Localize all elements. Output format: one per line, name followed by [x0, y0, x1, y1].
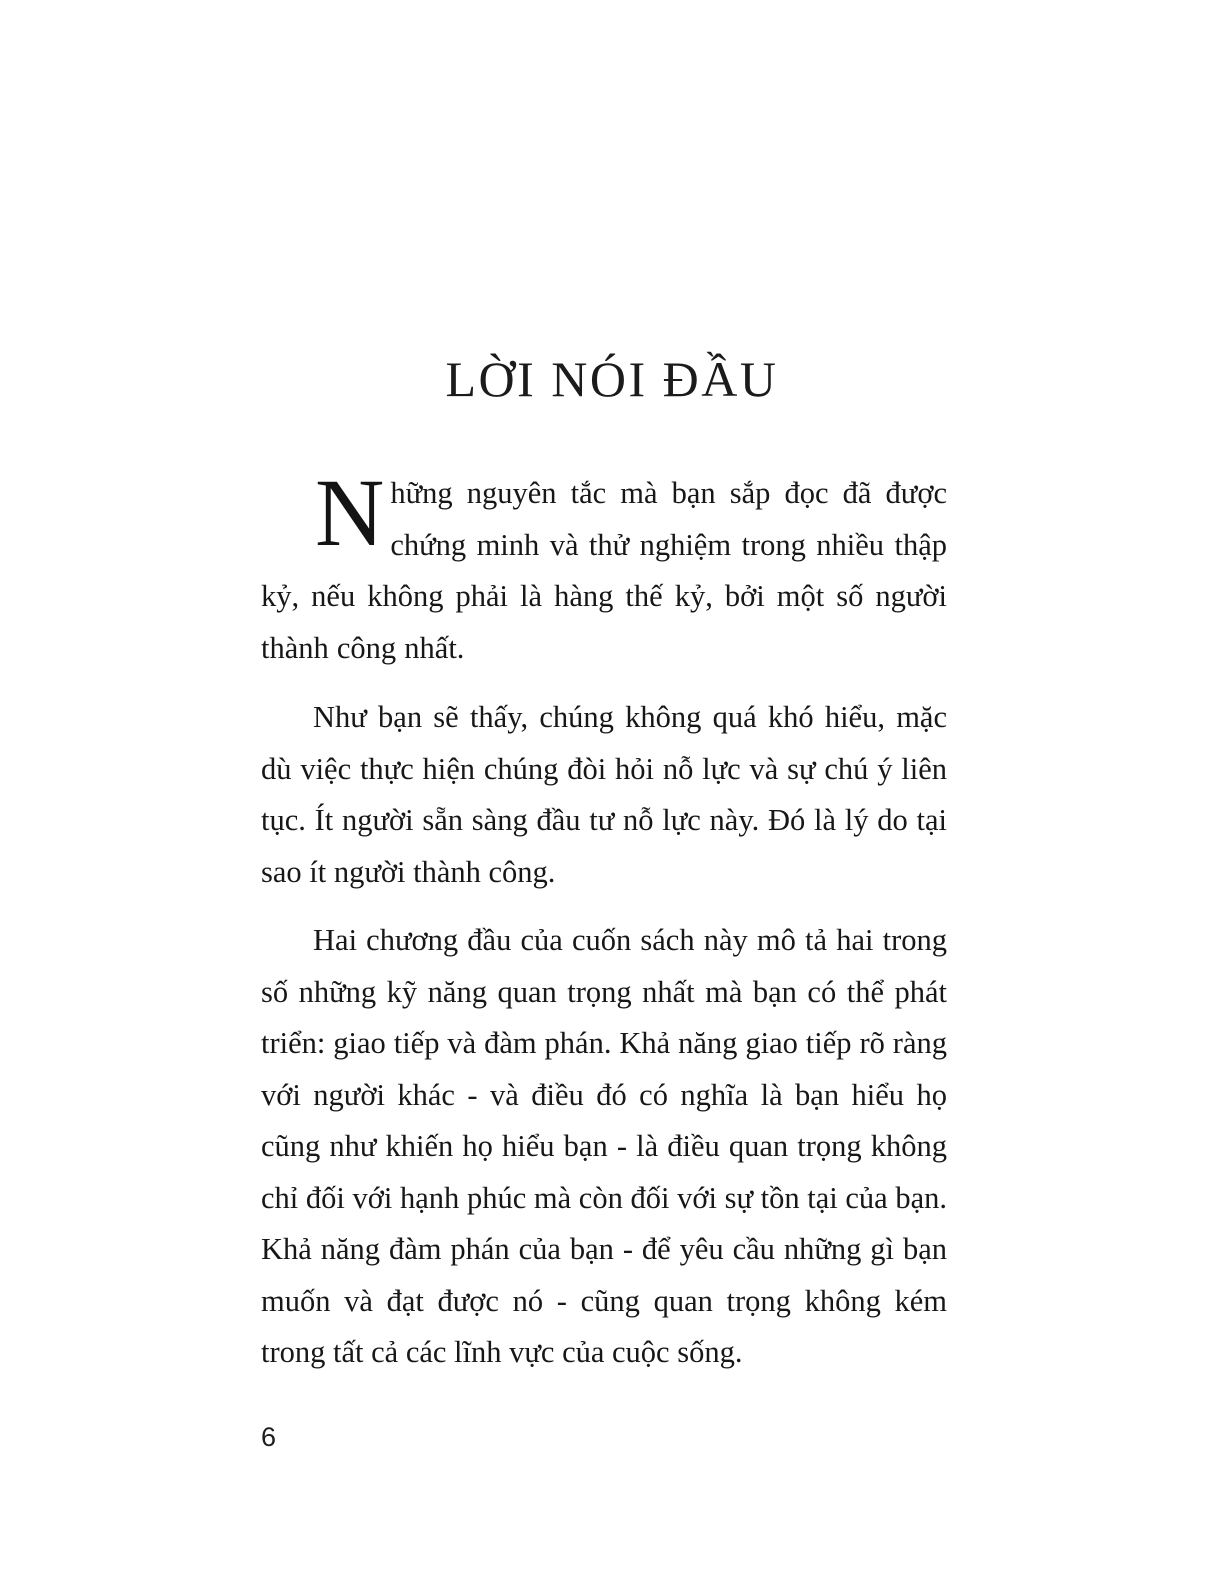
paragraph-1-text: hững nguyên tắc mà bạn sắp đọc đã được chứng minh và thử nghiệm trong nhiều thập kỷ, nếu không phải là hàng thế kỷ, bởi một số người thành công nhất.	[261, 476, 947, 665]
page-title: LỜI NÓI ĐẦU	[445, 350, 779, 407]
paragraph-3: Hai chương đầu của cuốn sách này mô tả hai trong số những kỹ năng quan trọng nhất mà bạn có thể phát triển: giao tiếp và đàm phán. Khả năng giao tiếp rõ ràng với người khác - và điều đó có nghĩa là bạn hiểu họ cũng như khiến họ hiểu bạn - là điều quan trọng không chỉ đối với hạnh phúc mà còn đối với sự tồn tại của bạn. Khả năng đàm phán của bạn - để yêu cầu những gì bạn muốn và đạt được nó - cũng quan trọng không kém trong tất cả các lĩnh vực của cuộc sống.	[261, 923, 947, 1369]
page-number: 6	[261, 1422, 277, 1452]
paragraph-2: Như bạn sẽ thấy, chúng không quá khó hiểu, mặc dù việc thực hiện chúng đòi hỏi nỗ lực và sự chú ý liên tục. Ít người sẵn sàng đầu tư nỗ lực này. Đó là lý do tại sao ít người thành công.	[261, 700, 947, 889]
drop-cap-letter: N	[315, 459, 385, 566]
paragraph-1	[261, 459, 947, 674]
body-text	[261, 459, 947, 1379]
